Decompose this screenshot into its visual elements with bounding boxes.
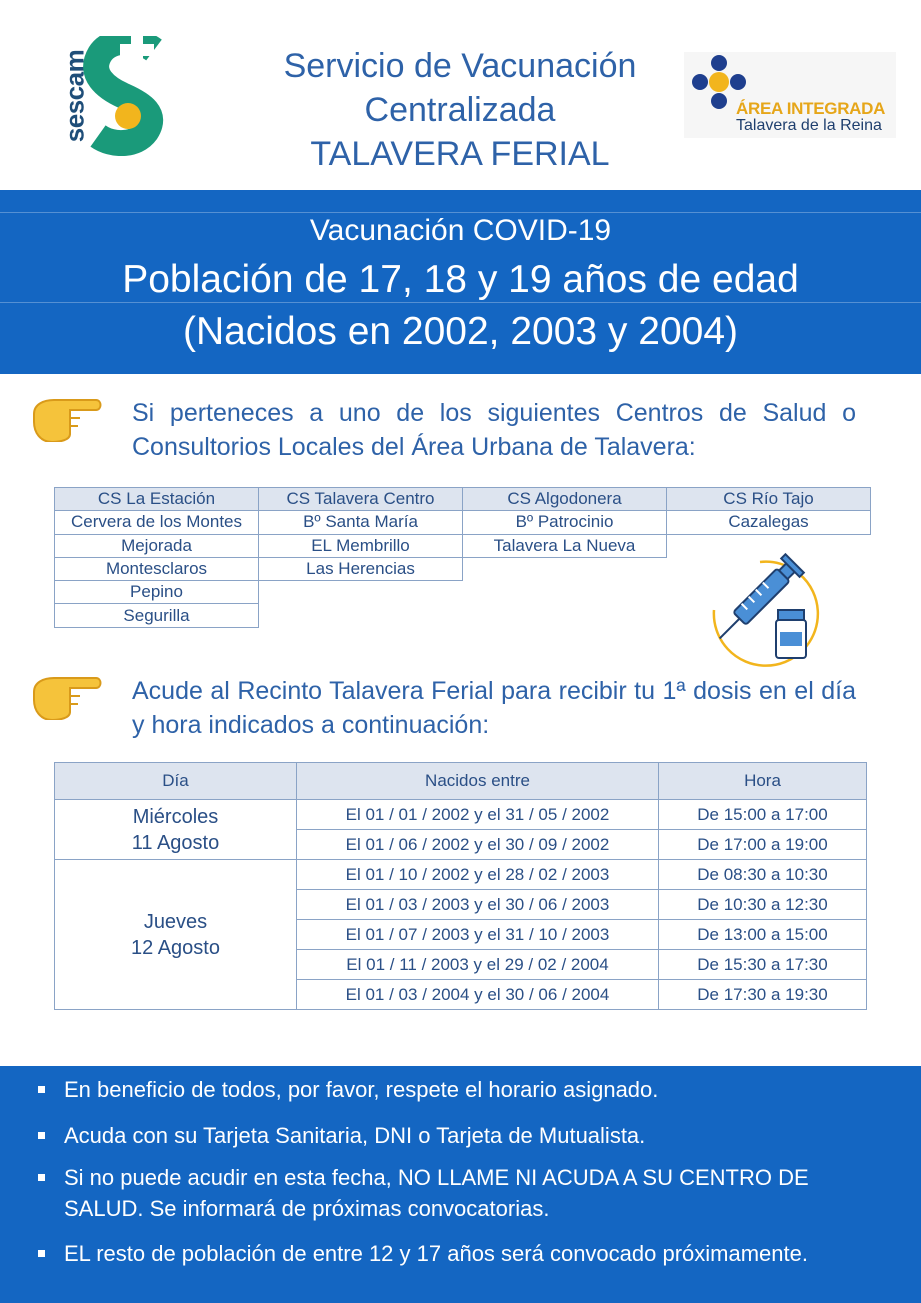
center-cell: EL Membrillo bbox=[259, 534, 463, 557]
notes-footer bbox=[0, 1066, 921, 1303]
birth-range-cell: El 01 / 06 / 2002 y el 30 / 09 / 2002 bbox=[297, 830, 659, 860]
banner-birth-years: (Nacidos en 2002, 2003 y 2004) bbox=[182, 310, 739, 353]
schedule-day-cell bbox=[55, 860, 297, 1010]
empty-cell bbox=[259, 604, 463, 627]
schedule-header-born: Nacidos entre bbox=[297, 763, 659, 800]
syringe-vial-icon bbox=[700, 548, 830, 670]
center-cell: Las Herencias bbox=[259, 557, 463, 580]
center-cell: Mejorada bbox=[55, 534, 259, 557]
schedule-header-day: Día bbox=[55, 763, 297, 800]
note-item bbox=[64, 1162, 884, 1224]
birth-range-cell: El 01 / 01 / 2002 y el 31 / 05 / 2002 bbox=[297, 800, 659, 830]
birth-range-cell: El 01 / 03 / 2003 y el 30 / 06 / 2003 bbox=[297, 890, 659, 920]
birth-range-cell: El 01 / 07 / 2003 y el 31 / 10 / 2003 bbox=[297, 920, 659, 950]
banner-rule bbox=[0, 302, 921, 303]
page-header bbox=[0, 0, 921, 190]
schedule-row bbox=[55, 800, 867, 830]
birth-range-cell: El 01 / 10 / 2002 y el 28 / 02 / 2003 bbox=[297, 860, 659, 890]
schedule-header-time: Hora bbox=[659, 763, 867, 800]
health-centers-header-row bbox=[55, 488, 871, 511]
note-text: EL resto de población de entre 12 y 17 años será convocado próximamente. bbox=[64, 1241, 808, 1266]
centers-intro-text: Si perteneces a uno de los siguientes Centros de Salud o Consultorios Locales del Área Urbana de Talavera: bbox=[132, 399, 856, 461]
time-slot-cell: De 15:00 a 17:00 bbox=[659, 800, 867, 830]
center-cell: Pepino bbox=[55, 581, 259, 604]
time-slot-cell: De 10:30 a 12:30 bbox=[659, 890, 867, 920]
time-slot-cell: De 17:00 a 19:00 bbox=[659, 830, 867, 860]
banner-subtitle: Vacunación COVID-19 bbox=[309, 214, 612, 247]
center-cell: Cervera de los Montes bbox=[55, 511, 259, 534]
pointing-hand-icon bbox=[30, 670, 104, 720]
note-text: En beneficio de todos, por favor, respete el horario asignado. bbox=[64, 1077, 659, 1102]
center-header-cell: CS La Estación bbox=[55, 488, 259, 511]
service-title-line3: TALAVERA FERIAL bbox=[310, 135, 610, 173]
bullet-icon bbox=[38, 1132, 45, 1139]
service-title-line2: Centralizada bbox=[364, 91, 556, 129]
note-item bbox=[64, 1120, 884, 1151]
center-cell: Talavera La Nueva bbox=[463, 534, 667, 557]
sescam-wordmark: sescam bbox=[59, 49, 90, 143]
center-cell: Bº Santa María bbox=[259, 511, 463, 534]
sescam-logo-icon bbox=[58, 36, 178, 156]
schedule-row bbox=[55, 860, 867, 890]
note-text: Acuda con su Tarjeta Sanitaria, DNI o Tarjeta de Mutualista. bbox=[64, 1123, 646, 1148]
schedule-day-cell bbox=[55, 800, 297, 860]
campaign-banner bbox=[0, 190, 921, 374]
empty-cell bbox=[463, 604, 667, 627]
area-integrada-label: ÁREA INTEGRADA bbox=[736, 99, 886, 118]
vaccination-schedule-table bbox=[54, 762, 867, 1010]
schedule-intro-text: Acude al Recinto Talavera Ferial para recibir tu 1ª dosis en el día y hora indicados a continuación: bbox=[132, 677, 856, 739]
day-name: Jueves bbox=[143, 910, 208, 933]
day-date: 12 Agosto bbox=[131, 936, 220, 959]
time-slot-cell: De 08:30 a 10:30 bbox=[659, 860, 867, 890]
note-item bbox=[64, 1074, 884, 1105]
bullet-icon bbox=[38, 1250, 45, 1257]
pointing-hand-icon bbox=[30, 392, 104, 442]
empty-cell bbox=[463, 581, 667, 604]
empty-cell bbox=[463, 557, 667, 580]
service-title bbox=[250, 44, 670, 176]
center-header-cell: CS Talavera Centro bbox=[259, 488, 463, 511]
area-integrada-sublabel: Talavera de la Reina bbox=[736, 117, 882, 134]
note-text: Si no puede acudir en esta fecha, NO LLAME NI ACUDA A SU CENTRO DE SALUD. Se informará de próximas convocatorias. bbox=[64, 1165, 809, 1221]
banner-rule bbox=[0, 212, 921, 213]
center-header-cell: CS Río Tajo bbox=[667, 488, 871, 511]
day-name: Miércoles bbox=[132, 805, 219, 828]
time-slot-cell: De 17:30 a 19:30 bbox=[659, 980, 867, 1010]
time-slot-cell: De 15:30 a 17:30 bbox=[659, 950, 867, 980]
center-cell: Cazalegas bbox=[667, 511, 871, 534]
health-centers-row bbox=[55, 511, 871, 534]
note-item bbox=[64, 1238, 884, 1269]
service-title-line1: Servicio de Vacunación bbox=[283, 47, 637, 85]
bullet-icon bbox=[38, 1174, 45, 1181]
birth-range-cell: El 01 / 03 / 2004 y el 30 / 06 / 2004 bbox=[297, 980, 659, 1010]
center-header-cell: CS Algodonera bbox=[463, 488, 667, 511]
center-cell: Bº Patrocinio bbox=[463, 511, 667, 534]
center-cell: Montesclaros bbox=[55, 557, 259, 580]
schedule-header-row bbox=[55, 763, 867, 800]
time-slot-cell: De 13:00 a 15:00 bbox=[659, 920, 867, 950]
banner-title: Población de 17, 18 y 19 años de edad bbox=[122, 258, 799, 301]
bullet-icon bbox=[38, 1086, 45, 1093]
center-cell: Segurilla bbox=[55, 604, 259, 627]
empty-cell bbox=[259, 581, 463, 604]
day-date: 11 Agosto bbox=[131, 831, 220, 854]
birth-range-cell: El 01 / 11 / 2003 y el 29 / 02 / 2004 bbox=[297, 950, 659, 980]
